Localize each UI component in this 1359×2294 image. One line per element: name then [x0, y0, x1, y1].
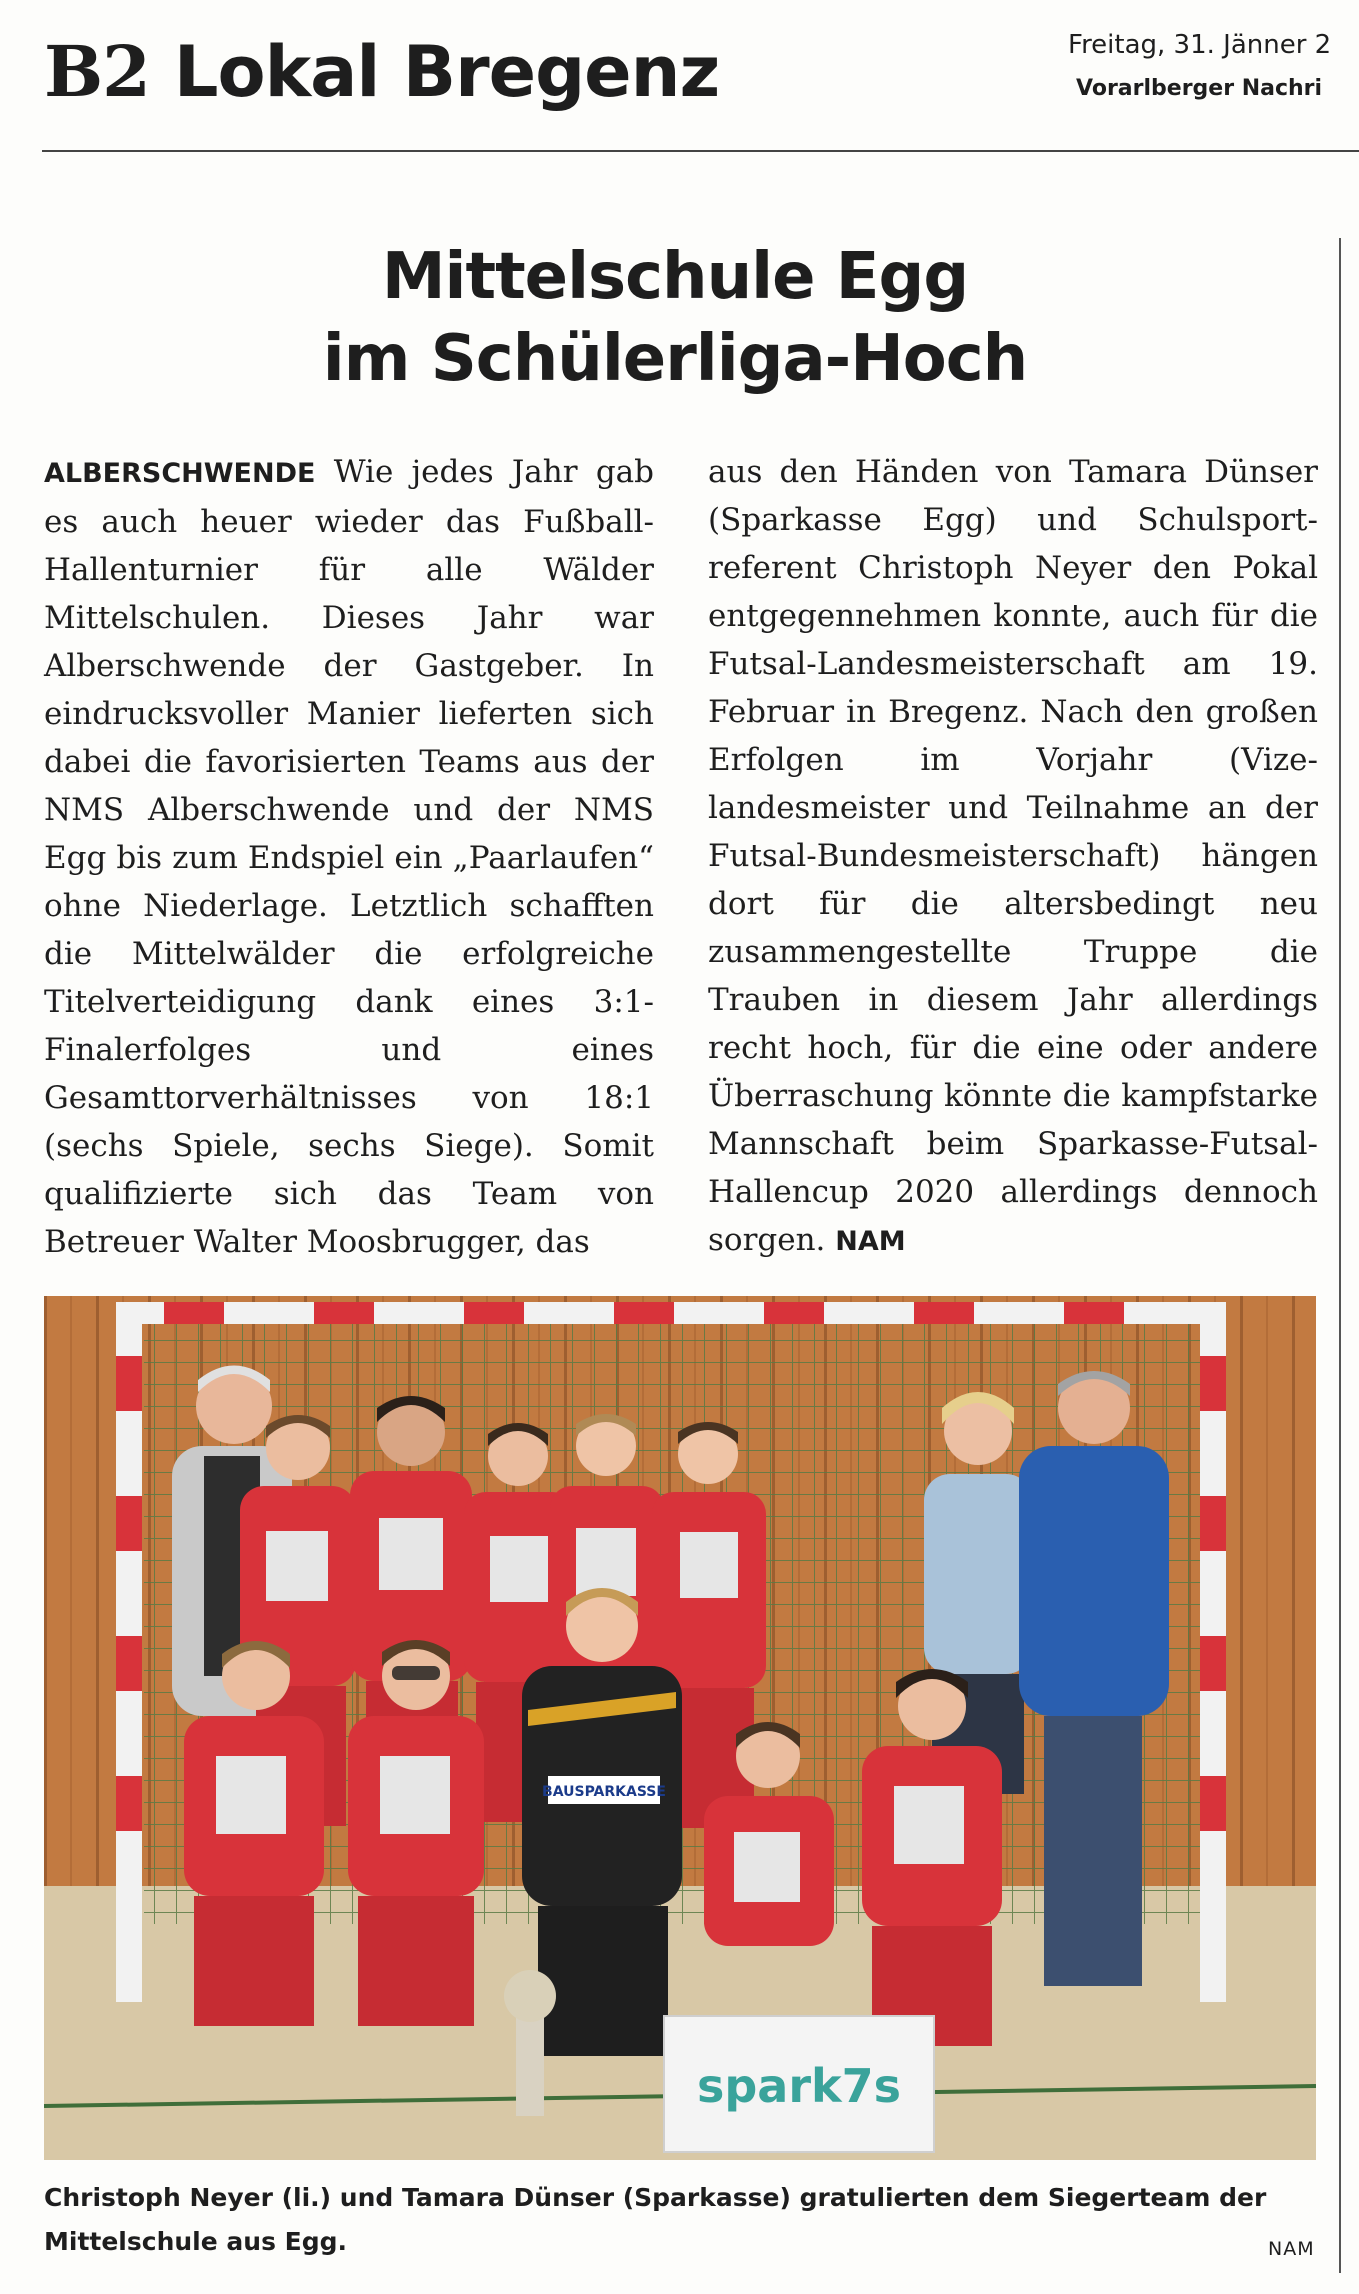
left-column-text: Wie jedes Jahr gab es auch heuer wieder das Fußball-Hallenturnier für alle Wälder Mittelschulen. Dieses Jahr war Alberschwende der Gastgeber. In eindrucksvoller Manier lieferten sich dabei die favorisierten Teams aus der NMS Alberschwende und der NMS Egg bis zum Endspiel ein „Paarlaufen“ ohne Niederlage. Letztlich schafften die Mittelwälder die erfolgreiche Titelverteidigung dank eines 3:1-Finalerfolges und eines Gesamttorverhältnisses von 18:1 (sechs Spiele, sechs Siege). Somit qualifizierte sich das Team von Betreuer Walter Moosbrugger, das [44, 454, 654, 1260]
issue-date: Freitag, 31. Jänner 2 [1068, 30, 1332, 60]
headline-line-1: Mittelschule Egg [381, 240, 969, 314]
article-headline [100, 236, 1250, 400]
header-rule [42, 150, 1359, 152]
right-column-text: aus den Händen von Tamara Dünser (Sparkasse Egg) und Schulsportreferent Christoph Neyer den Pokal entgegennehmen konnte, auch für die Futsal-Landesmeisterschaft am 19. Februar in Bregenz. Nach den großen Erfolgen im Vorjahr (Vizelandesmeister und Teilnahme an der Futsal-Bundesmeisterschaft) hängen dort für die altersbedingt neu zusammengestellte Truppe die Trauben in diesem Jahr allerdings recht hoch, für die eine oder andere Überraschung könnte die kampfstarke Mannschaft beim Sparkasse-Futsal-Hallencup 2020 allerdings dennoch sorgen. [708, 454, 1318, 1258]
goalkeeper-shirt-text: BAUSPARKASSE [542, 1784, 666, 1800]
dateline: ALBERSCHWENDE [44, 458, 316, 489]
photo-credit: NAM [1268, 2238, 1315, 2260]
publication-name: Vorarlberger Nachri [1076, 76, 1323, 101]
author-tag: NAM [835, 1226, 906, 1257]
column-rule [1339, 238, 1341, 2273]
section-name: Lokal Bregenz [173, 31, 720, 113]
article-column-left [44, 448, 654, 1266]
headline-line-2: im Schülerliga-Hoch [322, 322, 1028, 396]
banner-text: spark7s [696, 2059, 902, 2113]
article-column-right [708, 448, 1318, 1266]
page-section-label [44, 30, 719, 113]
team-photo-illustration [44, 1296, 1316, 2160]
sponsor-banner [664, 2016, 934, 2152]
team-photo [44, 1296, 1316, 2160]
photo-caption: Christoph Neyer (li.) und Tamara Dünser (Sparkasse) gratulierten dem Siegerteam der Mittelschule aus Egg. [44, 2183, 1267, 2256]
page-code: B2 [44, 30, 150, 113]
